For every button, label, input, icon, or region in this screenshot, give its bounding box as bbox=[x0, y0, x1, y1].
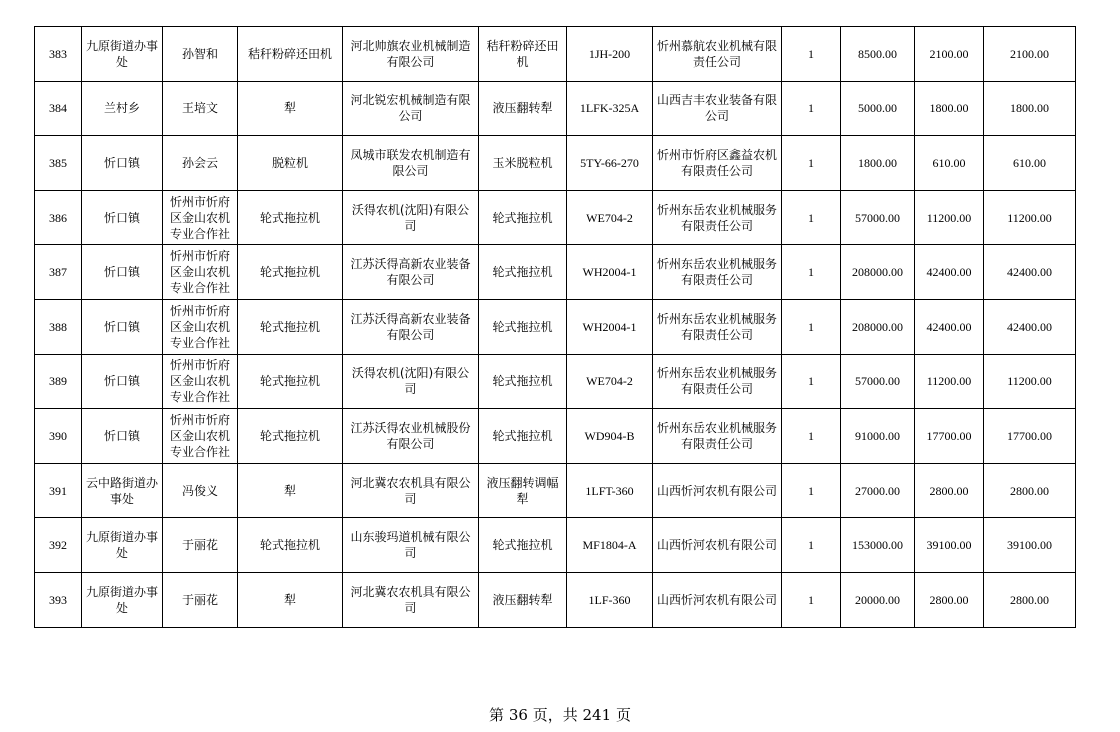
cell-qty: 1 bbox=[782, 245, 841, 300]
cell-subsidy-total: 42400.00 bbox=[915, 245, 984, 300]
cell-town: 九原街道办事处 bbox=[82, 27, 163, 82]
cell-dealer: 忻州东岳农业机械服务有限责任公司 bbox=[653, 409, 782, 464]
cell-manufacturer: 河北锐宏机械制造有限公司 bbox=[343, 81, 479, 136]
cell-subsidy-central: 1800.00 bbox=[984, 81, 1076, 136]
cell-product: 轮式拖拉机 bbox=[479, 245, 567, 300]
cell-price: 20000.00 bbox=[841, 572, 915, 627]
cell-seq: 391 bbox=[35, 463, 82, 518]
cell-buyer: 孙会云 bbox=[163, 136, 238, 191]
cell-town: 忻口镇 bbox=[82, 136, 163, 191]
cell-price: 5000.00 bbox=[841, 81, 915, 136]
cell-seq: 387 bbox=[35, 245, 82, 300]
cell-category: 秸秆粉碎还田机 bbox=[238, 27, 343, 82]
cell-price: 27000.00 bbox=[841, 463, 915, 518]
cell-category: 轮式拖拉机 bbox=[238, 245, 343, 300]
cell-qty: 1 bbox=[782, 136, 841, 191]
cell-seq: 393 bbox=[35, 572, 82, 627]
cell-product: 轮式拖拉机 bbox=[479, 409, 567, 464]
cell-manufacturer: 沃得农机(沈阳)有限公司 bbox=[343, 354, 479, 409]
cell-buyer: 于丽花 bbox=[163, 518, 238, 573]
cell-manufacturer: 河北帅旗农业机械制造有限公司 bbox=[343, 27, 479, 82]
cell-subsidy-total: 11200.00 bbox=[915, 354, 984, 409]
cell-model: 1LF-360 bbox=[567, 572, 653, 627]
page-footer bbox=[0, 704, 1120, 725]
cell-dealer: 山西忻河农机有限公司 bbox=[653, 518, 782, 573]
cell-manufacturer: 沃得农机(沈阳)有限公司 bbox=[343, 190, 479, 245]
cell-town: 忻口镇 bbox=[82, 409, 163, 464]
table-row bbox=[35, 409, 1076, 464]
cell-subsidy-total: 17700.00 bbox=[915, 409, 984, 464]
cell-subsidy-central: 11200.00 bbox=[984, 354, 1076, 409]
footer-current-page: 36 bbox=[508, 706, 528, 724]
table-row bbox=[35, 245, 1076, 300]
cell-category: 犁 bbox=[238, 81, 343, 136]
cell-town: 九原街道办事处 bbox=[82, 518, 163, 573]
cell-buyer: 王培文 bbox=[163, 81, 238, 136]
cell-subsidy-total: 11200.00 bbox=[915, 190, 984, 245]
cell-buyer: 于丽花 bbox=[163, 572, 238, 627]
cell-subsidy-total: 2100.00 bbox=[915, 27, 984, 82]
cell-product: 轮式拖拉机 bbox=[479, 354, 567, 409]
cell-dealer: 忻州慕航农业机械有限责任公司 bbox=[653, 27, 782, 82]
cell-buyer: 忻州市忻府区金山农机专业合作社 bbox=[163, 299, 238, 354]
cell-price: 91000.00 bbox=[841, 409, 915, 464]
cell-dealer: 忻州东岳农业机械服务有限责任公司 bbox=[653, 299, 782, 354]
footer-total-pages: 241 bbox=[582, 706, 612, 724]
cell-subsidy-central: 42400.00 bbox=[984, 245, 1076, 300]
cell-town: 云中路街道办事处 bbox=[82, 463, 163, 518]
cell-category: 轮式拖拉机 bbox=[238, 190, 343, 245]
cell-subsidy-central: 2100.00 bbox=[984, 27, 1076, 82]
cell-qty: 1 bbox=[782, 299, 841, 354]
cell-dealer: 忻州东岳农业机械服务有限责任公司 bbox=[653, 245, 782, 300]
cell-subsidy-central: 2800.00 bbox=[984, 572, 1076, 627]
cell-product: 玉米脱粒机 bbox=[479, 136, 567, 191]
table-row bbox=[35, 27, 1076, 82]
cell-product: 轮式拖拉机 bbox=[479, 190, 567, 245]
table-row bbox=[35, 572, 1076, 627]
subsidy-table bbox=[34, 26, 1076, 628]
footer-middle: 页，共 bbox=[532, 706, 578, 724]
cell-manufacturer: 江苏沃得高新农业装备有限公司 bbox=[343, 245, 479, 300]
cell-product: 轮式拖拉机 bbox=[479, 299, 567, 354]
cell-buyer: 孙智和 bbox=[163, 27, 238, 82]
cell-qty: 1 bbox=[782, 27, 841, 82]
cell-product: 液压翻转调幅犁 bbox=[479, 463, 567, 518]
cell-dealer: 忻州东岳农业机械服务有限责任公司 bbox=[653, 190, 782, 245]
table-row bbox=[35, 518, 1076, 573]
cell-category: 脱粒机 bbox=[238, 136, 343, 191]
cell-category: 犁 bbox=[238, 463, 343, 518]
cell-subsidy-total: 2800.00 bbox=[915, 463, 984, 518]
cell-buyer: 忻州市忻府区金山农机专业合作社 bbox=[163, 409, 238, 464]
footer-suffix: 页 bbox=[615, 706, 631, 724]
cell-model: 1LFK-325A bbox=[567, 81, 653, 136]
cell-town: 兰村乡 bbox=[82, 81, 163, 136]
cell-qty: 1 bbox=[782, 518, 841, 573]
cell-category: 轮式拖拉机 bbox=[238, 518, 343, 573]
cell-buyer: 忻州市忻府区金山农机专业合作社 bbox=[163, 190, 238, 245]
cell-seq: 384 bbox=[35, 81, 82, 136]
cell-town: 忻口镇 bbox=[82, 299, 163, 354]
cell-model: WH2004-1 bbox=[567, 245, 653, 300]
cell-seq: 392 bbox=[35, 518, 82, 573]
cell-price: 208000.00 bbox=[841, 299, 915, 354]
cell-seq: 386 bbox=[35, 190, 82, 245]
cell-manufacturer: 凤城市联发农机制造有限公司 bbox=[343, 136, 479, 191]
cell-price: 153000.00 bbox=[841, 518, 915, 573]
cell-town: 九原街道办事处 bbox=[82, 572, 163, 627]
cell-price: 1800.00 bbox=[841, 136, 915, 191]
cell-seq: 383 bbox=[35, 27, 82, 82]
cell-product: 轮式拖拉机 bbox=[479, 518, 567, 573]
cell-model: 5TY-66-270 bbox=[567, 136, 653, 191]
cell-seq: 388 bbox=[35, 299, 82, 354]
cell-product: 秸秆粉碎还田机 bbox=[479, 27, 567, 82]
cell-manufacturer: 江苏沃得高新农业装备有限公司 bbox=[343, 299, 479, 354]
cell-category: 犁 bbox=[238, 572, 343, 627]
cell-subsidy-total: 2800.00 bbox=[915, 572, 984, 627]
cell-product: 液压翻转犁 bbox=[479, 572, 567, 627]
cell-seq: 389 bbox=[35, 354, 82, 409]
table-row bbox=[35, 463, 1076, 518]
cell-price: 208000.00 bbox=[841, 245, 915, 300]
cell-product: 液压翻转犁 bbox=[479, 81, 567, 136]
cell-qty: 1 bbox=[782, 354, 841, 409]
cell-buyer: 忻州市忻府区金山农机专业合作社 bbox=[163, 245, 238, 300]
cell-subsidy-central: 39100.00 bbox=[984, 518, 1076, 573]
cell-dealer: 忻州东岳农业机械服务有限责任公司 bbox=[653, 354, 782, 409]
cell-model: WH2004-1 bbox=[567, 299, 653, 354]
table-row bbox=[35, 136, 1076, 191]
cell-seq: 390 bbox=[35, 409, 82, 464]
table-row bbox=[35, 354, 1076, 409]
cell-subsidy-total: 39100.00 bbox=[915, 518, 984, 573]
cell-town: 忻口镇 bbox=[82, 245, 163, 300]
cell-subsidy-total: 42400.00 bbox=[915, 299, 984, 354]
cell-subsidy-central: 2800.00 bbox=[984, 463, 1076, 518]
cell-dealer: 山西忻河农机有限公司 bbox=[653, 572, 782, 627]
cell-town: 忻口镇 bbox=[82, 190, 163, 245]
cell-qty: 1 bbox=[782, 463, 841, 518]
cell-subsidy-central: 11200.00 bbox=[984, 190, 1076, 245]
cell-subsidy-total: 610.00 bbox=[915, 136, 984, 191]
cell-manufacturer: 江苏沃得农业机械股份有限公司 bbox=[343, 409, 479, 464]
cell-category: 轮式拖拉机 bbox=[238, 409, 343, 464]
cell-subsidy-central: 610.00 bbox=[984, 136, 1076, 191]
cell-qty: 1 bbox=[782, 409, 841, 464]
table-row bbox=[35, 190, 1076, 245]
cell-subsidy-central: 42400.00 bbox=[984, 299, 1076, 354]
cell-category: 轮式拖拉机 bbox=[238, 299, 343, 354]
cell-town: 忻口镇 bbox=[82, 354, 163, 409]
cell-qty: 1 bbox=[782, 572, 841, 627]
cell-dealer: 山西忻河农机有限公司 bbox=[653, 463, 782, 518]
cell-price: 8500.00 bbox=[841, 27, 915, 82]
cell-manufacturer: 河北冀农农机具有限公司 bbox=[343, 572, 479, 627]
footer-prefix: 第 bbox=[489, 706, 505, 724]
cell-manufacturer: 山东骏玛道机械有限公司 bbox=[343, 518, 479, 573]
cell-category: 轮式拖拉机 bbox=[238, 354, 343, 409]
table-row bbox=[35, 299, 1076, 354]
cell-buyer: 忻州市忻府区金山农机专业合作社 bbox=[163, 354, 238, 409]
cell-price: 57000.00 bbox=[841, 354, 915, 409]
cell-model: MF1804-A bbox=[567, 518, 653, 573]
cell-price: 57000.00 bbox=[841, 190, 915, 245]
table-body bbox=[35, 27, 1076, 628]
cell-model: WD904-B bbox=[567, 409, 653, 464]
cell-qty: 1 bbox=[782, 190, 841, 245]
cell-subsidy-total: 1800.00 bbox=[915, 81, 984, 136]
cell-manufacturer: 河北冀农农机具有限公司 bbox=[343, 463, 479, 518]
cell-model: 1LFT-360 bbox=[567, 463, 653, 518]
cell-model: WE704-2 bbox=[567, 190, 653, 245]
cell-model: WE704-2 bbox=[567, 354, 653, 409]
cell-model: 1JH-200 bbox=[567, 27, 653, 82]
cell-seq: 385 bbox=[35, 136, 82, 191]
table-row bbox=[35, 81, 1076, 136]
cell-dealer: 忻州市忻府区鑫益农机有限责任公司 bbox=[653, 136, 782, 191]
cell-dealer: 山西吉丰农业装备有限公司 bbox=[653, 81, 782, 136]
cell-buyer: 冯俊义 bbox=[163, 463, 238, 518]
cell-subsidy-central: 17700.00 bbox=[984, 409, 1076, 464]
cell-qty: 1 bbox=[782, 81, 841, 136]
